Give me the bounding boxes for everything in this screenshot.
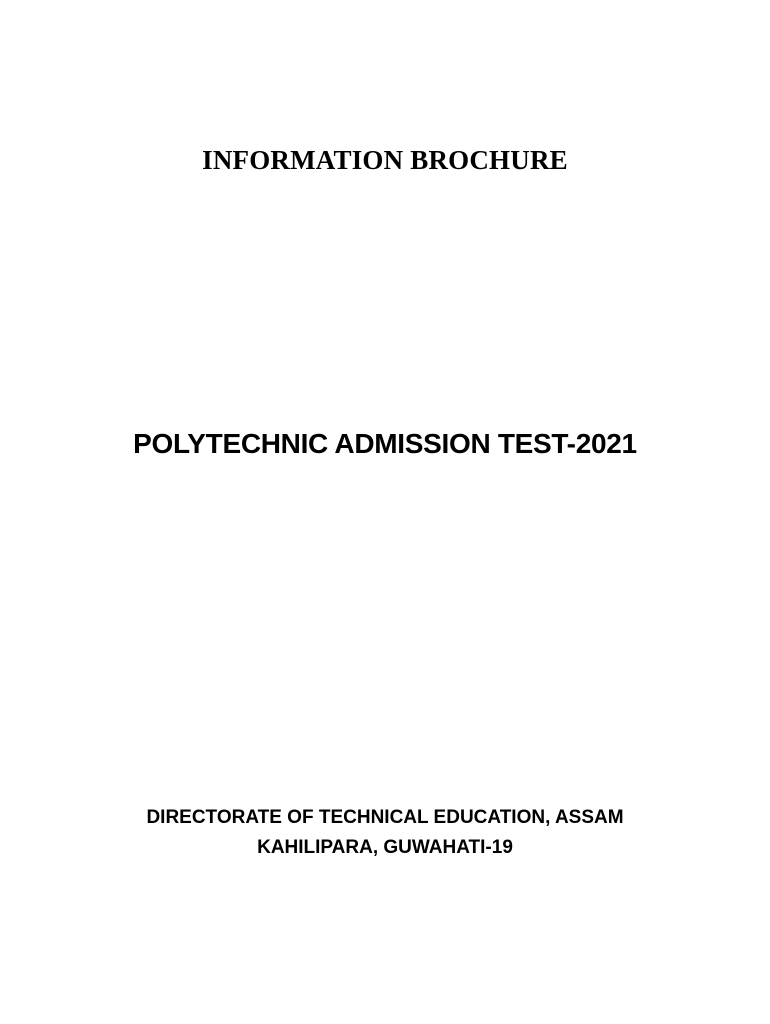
page-title: INFORMATION BROCHURE	[202, 145, 568, 175]
issuer-block	[0, 803, 770, 863]
exam-title: POLYTECHNIC ADMISSION TEST-2021	[133, 428, 637, 459]
issuer-name: DIRECTORATE OF TECHNICAL EDUCATION, ASSAM	[146, 807, 624, 828]
issuer-address: KAHILIPARA, GUWAHATI-19	[257, 837, 513, 858]
